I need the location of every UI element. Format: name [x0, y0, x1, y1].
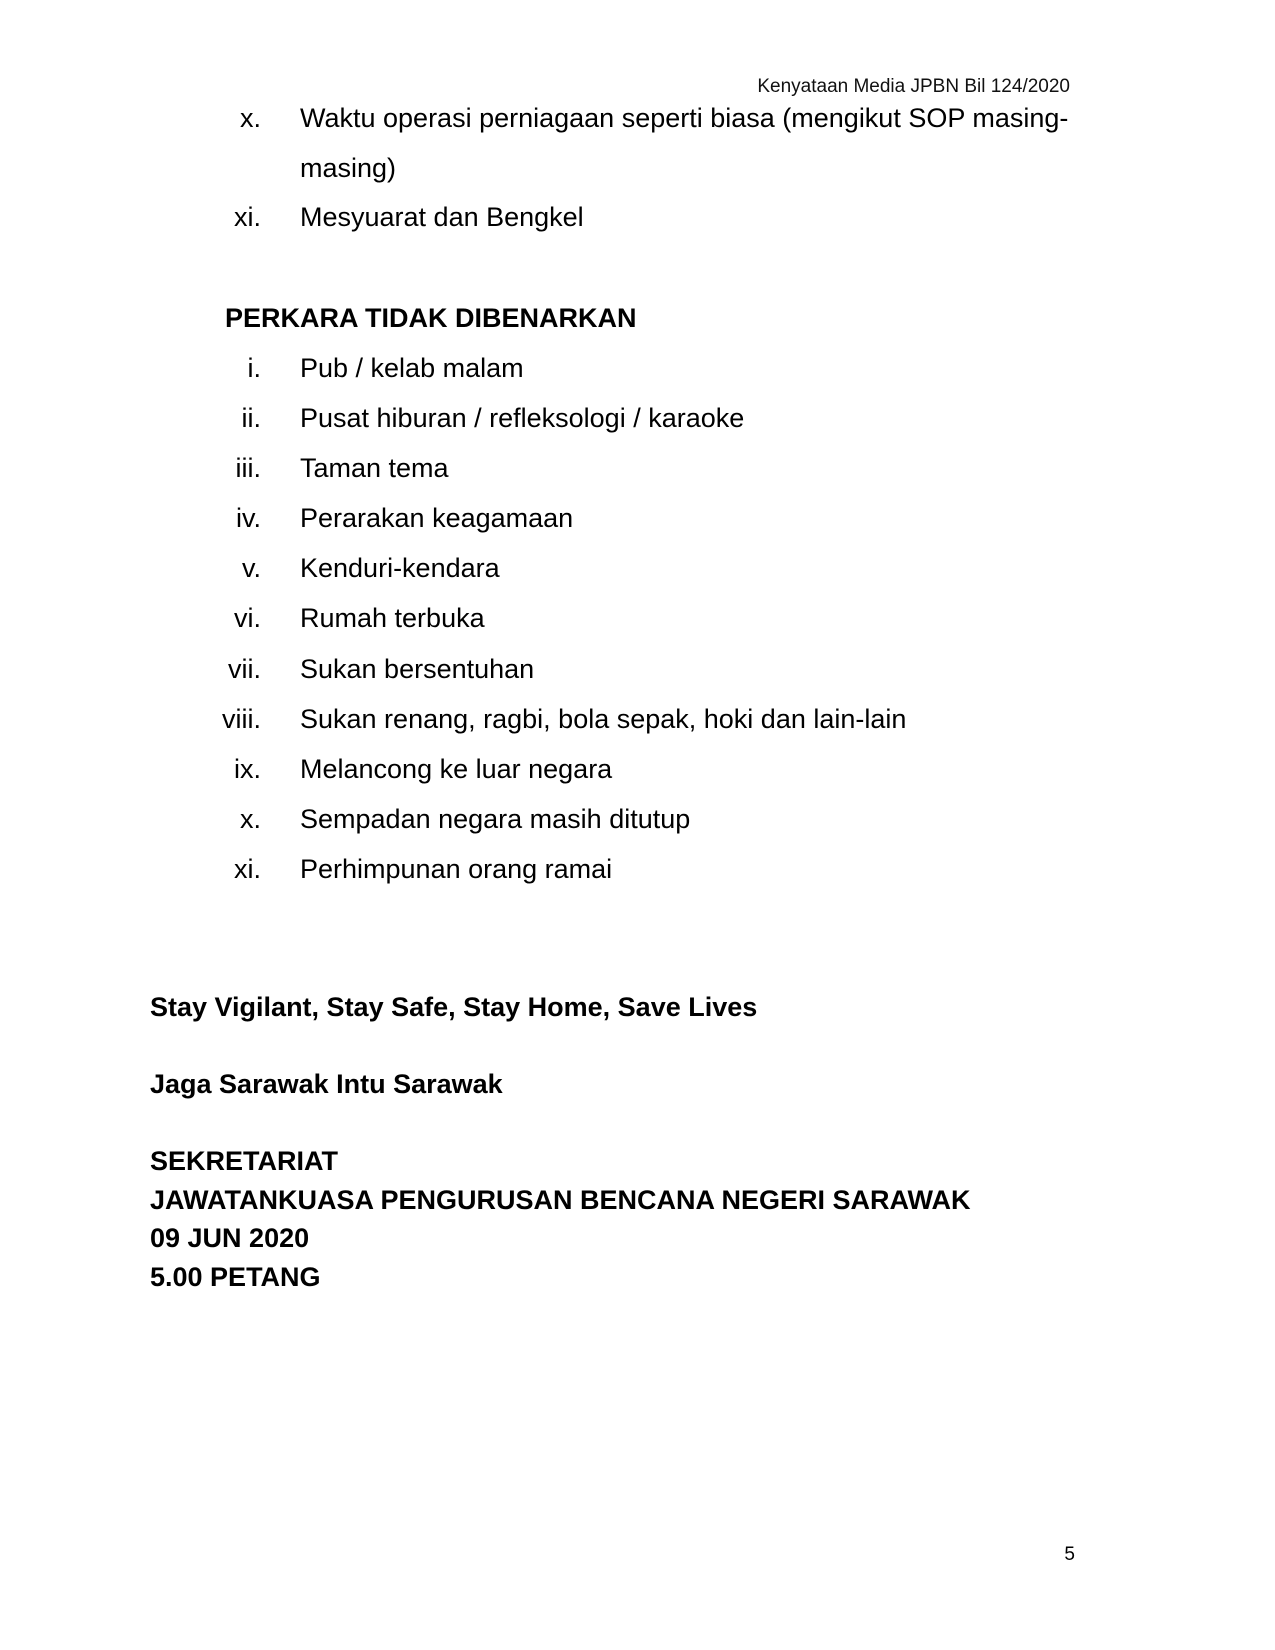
list-item — [0, 548, 1275, 588]
list-number: x. — [239, 103, 261, 133]
list-text: Pusat hiburan / refleksologi / karaoke — [300, 403, 745, 433]
list-text-continuation: masing) — [300, 153, 397, 183]
list-item — [0, 649, 1275, 689]
list-text: Melancong ke luar negara — [300, 754, 613, 784]
list-item — [0, 598, 1275, 638]
slogan: Stay Vigilant, Stay Safe, Stay Home, Save Lives — [150, 992, 758, 1022]
list-text: Taman tema — [300, 453, 449, 483]
list-item — [0, 448, 1275, 488]
list-item — [0, 398, 1275, 438]
list-number: v. — [242, 553, 261, 583]
signature-line-committee: JAWATANKUASA PENGURUSAN BENCANA NEGERI SARAWAK — [150, 1185, 971, 1215]
list-item — [0, 749, 1275, 789]
list-item — [0, 498, 1275, 538]
signature-line-time: 5.00 PETANG — [150, 1262, 321, 1292]
list-number: iv. — [236, 503, 261, 533]
list-number: i. — [247, 353, 261, 383]
list-number: ix. — [234, 754, 261, 784]
list-number: xi. — [234, 854, 261, 884]
list-number: x. — [239, 804, 261, 834]
list-text: Sukan renang, ragbi, bola sepak, hoki dan lain-lain — [300, 704, 907, 734]
list-item — [0, 799, 1275, 839]
list-number: vi. — [234, 603, 261, 633]
list-item — [0, 849, 1275, 889]
list-text: Rumah terbuka — [300, 603, 485, 633]
document-reference-header: Kenyataan Media JPBN Bil 124/2020 — [757, 76, 1070, 97]
list-text: Kenduri-kendara — [300, 553, 500, 583]
list-text: Perarakan keagamaan — [300, 503, 574, 533]
list-text: Waktu operasi perniagaan seperti biasa (mengikut SOP masing- — [300, 103, 1069, 133]
list-number: xi. — [234, 202, 261, 232]
list-number: vii. — [228, 654, 261, 684]
motto: Jaga Sarawak Intu Sarawak — [150, 1069, 503, 1099]
list-number: ii. — [241, 403, 261, 433]
list-text: Perhimpunan orang ramai — [300, 854, 613, 884]
list-item — [0, 197, 1275, 237]
page-number: 5 — [1064, 1544, 1075, 1565]
list-item — [0, 98, 1275, 138]
list-text: Pub / kelab malam — [300, 353, 524, 383]
section-heading-not-allowed: PERKARA TIDAK DIBENARKAN — [225, 303, 637, 333]
list-text: Sempadan negara masih ditutup — [300, 804, 691, 834]
list-text: Mesyuarat dan Bengkel — [300, 202, 584, 232]
list-text: Sukan bersentuhan — [300, 654, 535, 684]
signature-line-secretariat: SEKRETARIAT — [150, 1146, 338, 1176]
list-item — [0, 348, 1275, 388]
list-number: viii. — [222, 704, 261, 734]
list-number: iii. — [235, 453, 261, 483]
list-item — [0, 699, 1275, 739]
signature-line-date: 09 JUN 2020 — [150, 1223, 310, 1253]
